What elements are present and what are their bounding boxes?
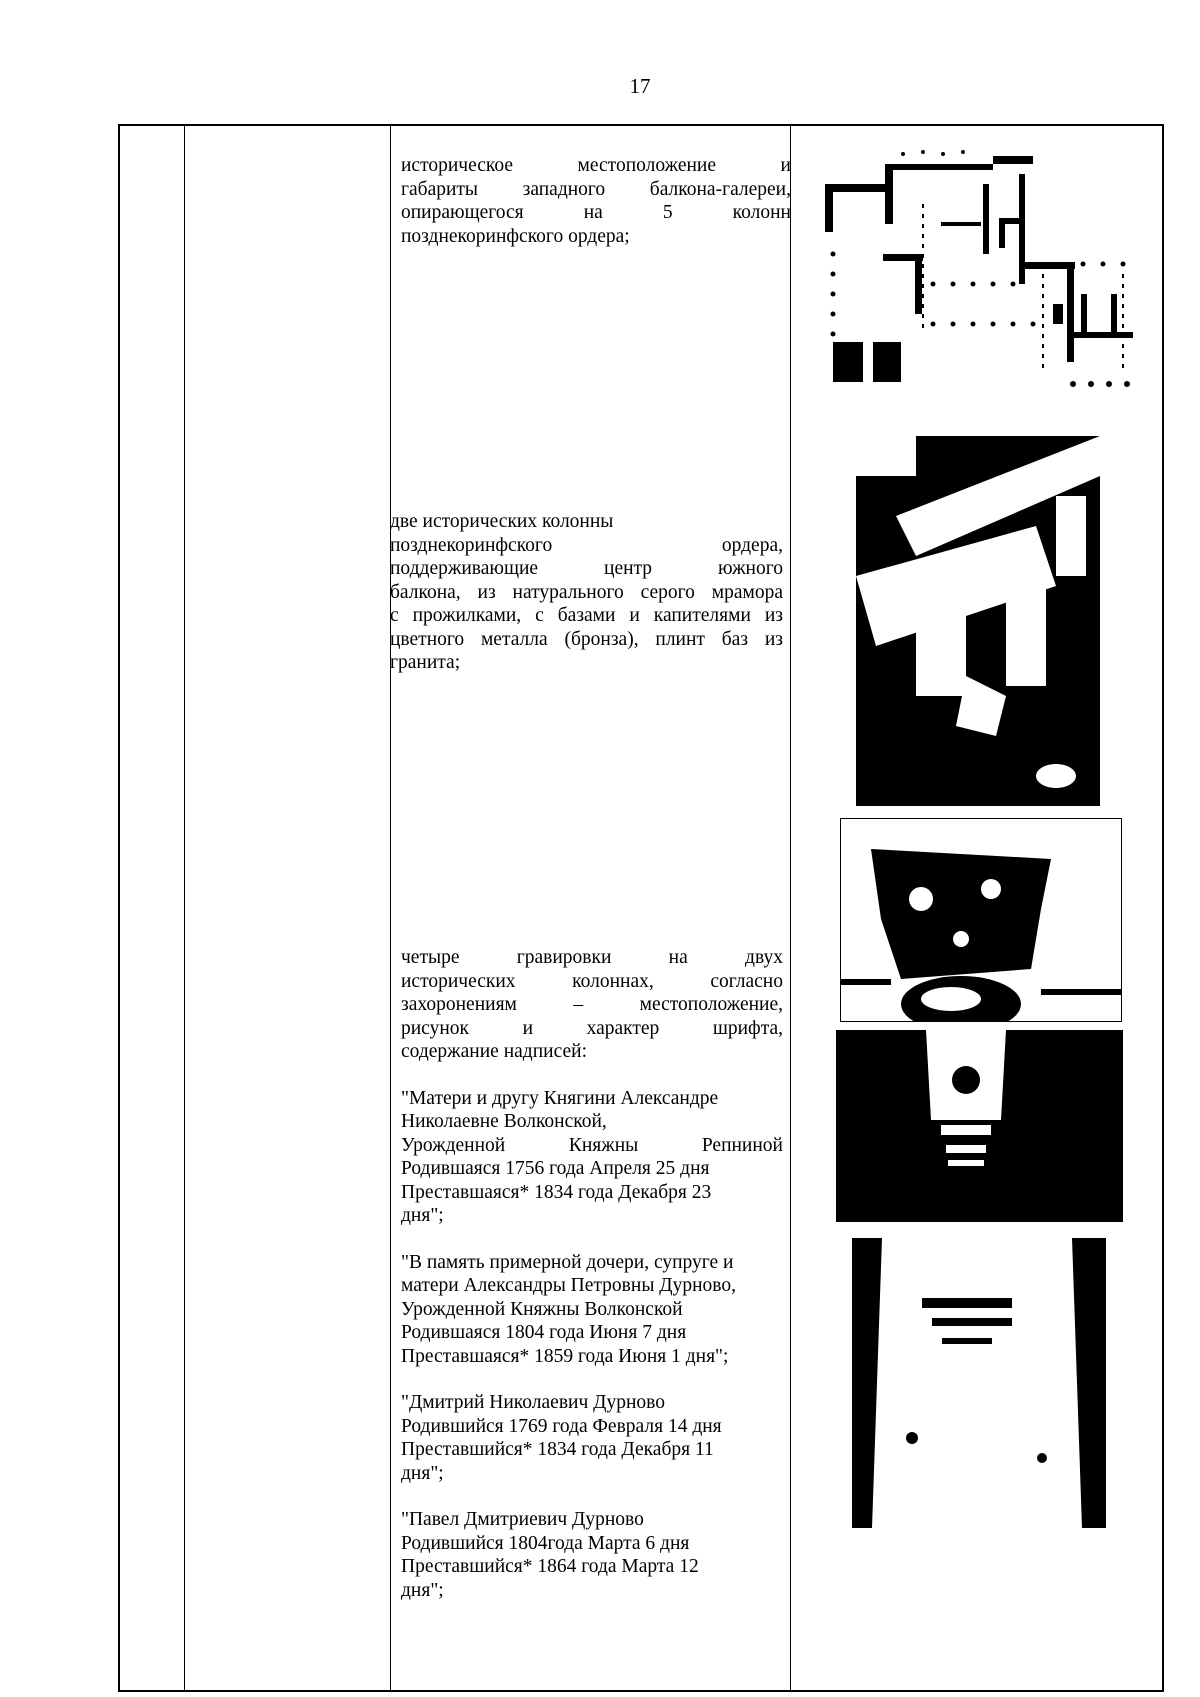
text-line: позднекоринфского ордера, bbox=[390, 534, 783, 556]
text-line: содержание надписей: bbox=[401, 1041, 587, 1062]
text-line: "В память примерной дочери, супруге и bbox=[401, 1251, 734, 1273]
text-line: Родившаяся 1804 года Июня 7 дня bbox=[401, 1322, 687, 1343]
text-line: матери Александры Петровны Дурново, bbox=[401, 1275, 736, 1296]
text-line: дня"; bbox=[401, 1205, 444, 1226]
description-two-columns bbox=[390, 510, 783, 675]
text-line: Урожденной Княжны Волконской bbox=[401, 1298, 683, 1320]
engraving-photo bbox=[852, 1238, 1106, 1528]
text-line: две исторических колонны bbox=[390, 511, 614, 532]
text-line: с прожилками, с базами и капителями из bbox=[390, 605, 783, 626]
text-line: Преставшийся* 1834 года Декабря 11 bbox=[401, 1439, 714, 1460]
capital-photo bbox=[840, 818, 1122, 1022]
text-line: дня"; bbox=[401, 1462, 444, 1484]
text-line: рисунок и характер шрифта, bbox=[401, 1017, 783, 1039]
text-line: Преставшаяся* 1834 года Декабря 23 bbox=[401, 1181, 712, 1203]
text-line: поддерживающие центр южного bbox=[390, 558, 783, 579]
text-line: историческое местоположение и bbox=[401, 155, 791, 176]
text-line: "Матери и другу Княгини Александре bbox=[401, 1087, 719, 1109]
text-line: Преставшийся* 1864 года Марта 12 bbox=[401, 1556, 699, 1577]
text-line: габариты западного балкона-галереи, bbox=[401, 178, 791, 200]
text-line: захоронениям – местоположение, bbox=[401, 994, 783, 1015]
column-shaft-photo bbox=[836, 1030, 1123, 1222]
protection-table bbox=[118, 124, 1164, 1692]
text-line: балкона, из натурального серого мрамора bbox=[390, 581, 783, 603]
description-balcony-gallery bbox=[401, 154, 791, 248]
text-line: "Дмитрий Николаевич Дурново bbox=[401, 1392, 665, 1413]
inscription-1 bbox=[401, 1087, 783, 1228]
text-line: цветного металла (бронза), плинт баз из bbox=[390, 628, 783, 650]
floor-plan-image bbox=[823, 144, 1141, 396]
text-line: исторических колоннах, согласно bbox=[401, 970, 783, 992]
text-line: Николаевне Волконской, bbox=[401, 1111, 607, 1132]
inscription-3 bbox=[401, 1391, 783, 1485]
text-line: четыре гравировки на двух bbox=[401, 947, 783, 968]
text-line: Родившаяся 1756 года Апреля 25 дня bbox=[401, 1158, 710, 1179]
text-line: Родившийся 1769 года Февраля 14 дня bbox=[401, 1415, 722, 1437]
column-divider bbox=[390, 126, 391, 1690]
column-divider bbox=[184, 126, 185, 1690]
text-line: позднекоринфского ордера; bbox=[401, 225, 630, 247]
text-line: Преставшаяся* 1859 года Июня 1 дня"; bbox=[401, 1345, 729, 1367]
inscription-2 bbox=[401, 1251, 783, 1369]
text-line: дня"; bbox=[401, 1579, 444, 1601]
text-line: Урожденной Княжны Репниной bbox=[401, 1134, 783, 1156]
columns-balcony-photo bbox=[856, 436, 1100, 806]
description-engravings bbox=[401, 946, 783, 1602]
text-line: "Павел Дмитриевич Дурново bbox=[401, 1509, 644, 1530]
inscription-4 bbox=[401, 1508, 783, 1602]
text-line: Родившийся 1804года Марта 6 дня bbox=[401, 1532, 690, 1554]
text-line: гранита; bbox=[390, 652, 461, 673]
column-divider bbox=[790, 126, 791, 1690]
text-line: опирающегося на 5 колонн bbox=[401, 202, 791, 223]
page-number: 17 bbox=[629, 74, 651, 98]
